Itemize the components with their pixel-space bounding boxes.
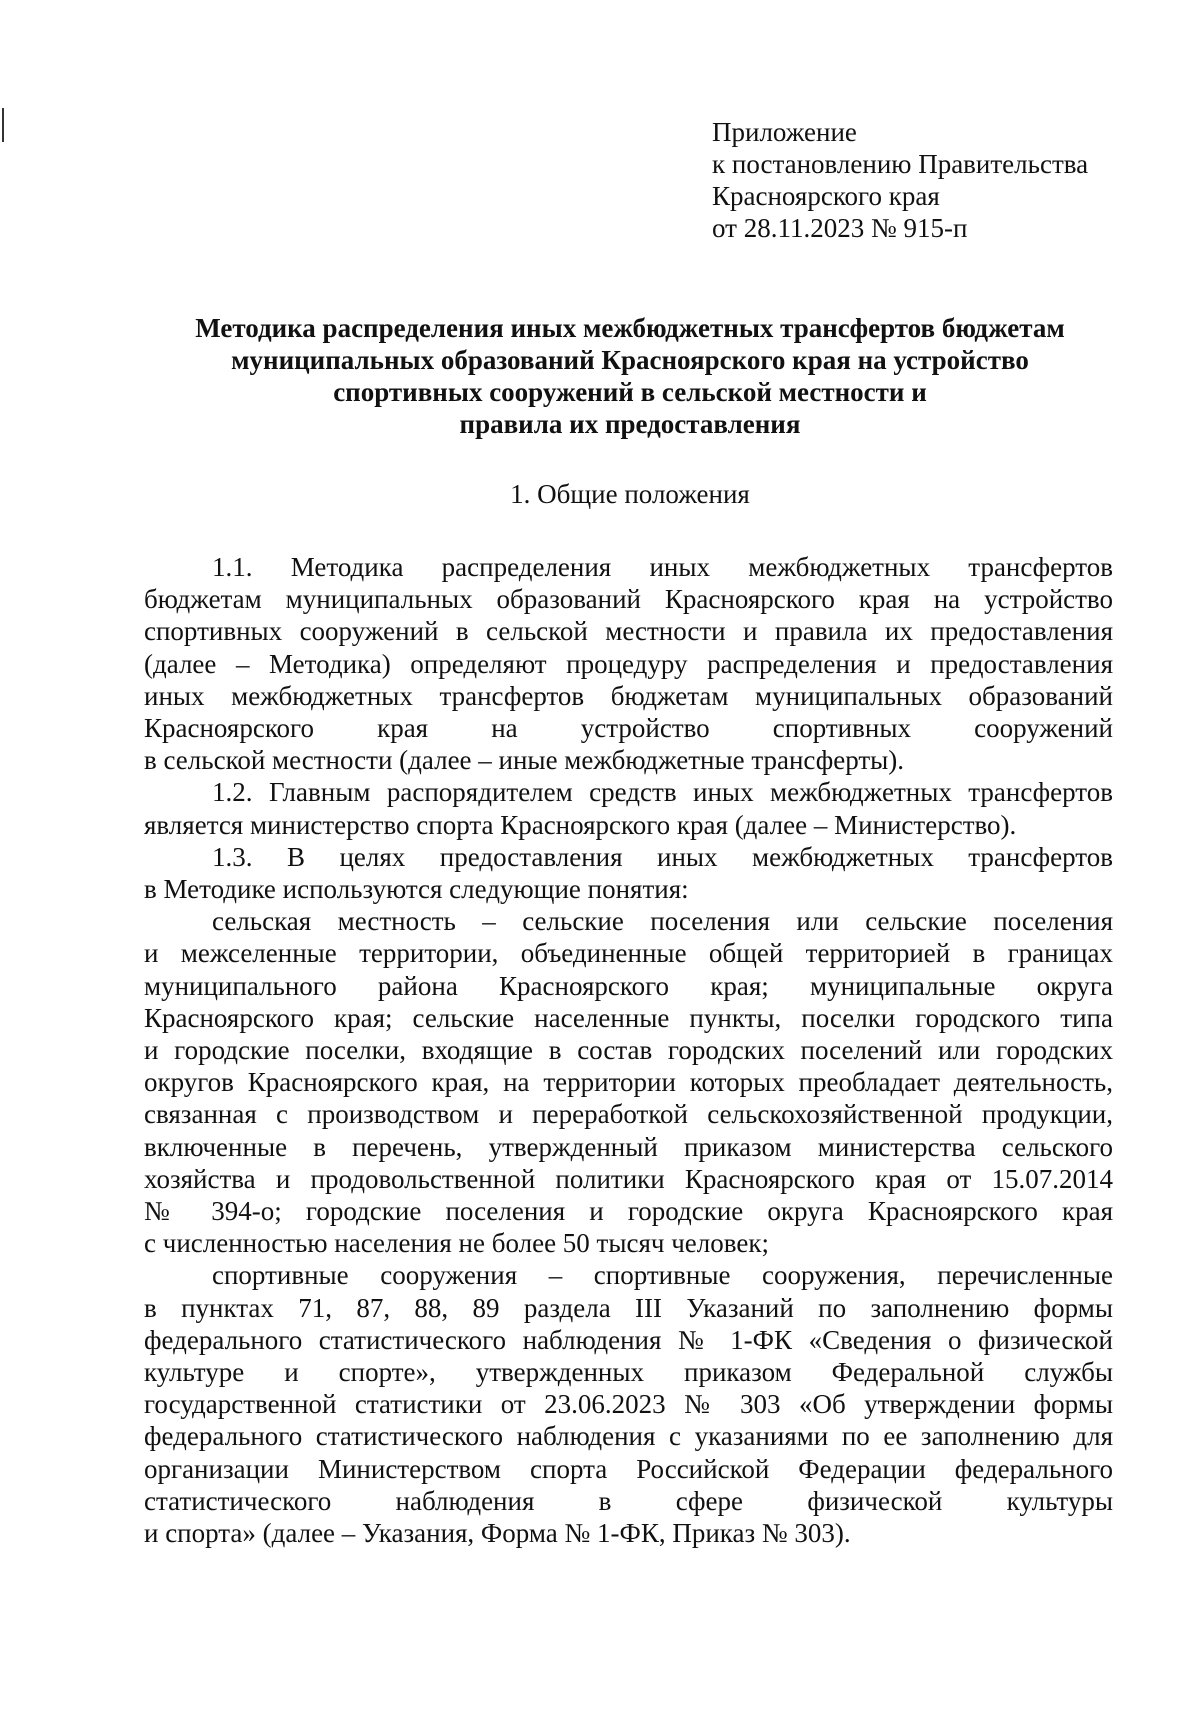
paragraph-1-3 bbox=[144, 841, 1113, 905]
text-line: округов Красноярского края, на территории которых преобладает деятельность, bbox=[144, 1067, 1113, 1098]
section-heading: 1. Общие положения bbox=[510, 479, 750, 509]
text-line: в пунктах 71, 87, 88, 89 раздела III Указаний по заполнению формы bbox=[144, 1292, 1113, 1323]
text-line: иных межбюджетных трансфертов бюджетам муниципальных образований bbox=[144, 680, 1113, 711]
paragraph-1-2 bbox=[144, 776, 1113, 840]
title-line: Методика распределения иных межбюджетных трансфертов бюджетам bbox=[195, 313, 1065, 343]
text-line: с численностью населения не более 50 тысяч человек; bbox=[144, 1228, 769, 1259]
text-line: федерального статистического наблюдения № 1-ФК «Сведения о физической bbox=[144, 1324, 1113, 1355]
text-line: и городские поселки, входящие в состав городских поселений или городских bbox=[144, 1035, 1113, 1066]
text-line: в сельской местности (далее – иные межбюджетные трансферты). bbox=[144, 745, 905, 776]
paragraph-sports-facilities-definition bbox=[144, 1259, 1113, 1549]
text-line: организации Министерством спорта Российской Федерации федерального bbox=[144, 1453, 1113, 1484]
title-line: спортивных сооружений в сельской местности и bbox=[333, 377, 927, 407]
text-line: муниципального района Красноярского края; муниципальные округа bbox=[144, 970, 1113, 1001]
title-line: правила их предоставления bbox=[459, 409, 801, 439]
paragraph-rural-definition bbox=[144, 905, 1113, 1259]
text-line: 1.2. Главным распорядителем средств иных межбюджетных трансфертов bbox=[212, 777, 1113, 808]
text-line: Красноярского края; сельские населенные пункты, поселки городского типа bbox=[144, 1002, 1113, 1033]
text-line: № 394-о; городские поселения и городские округа Красноярского края bbox=[144, 1196, 1113, 1227]
text-line: хозяйства и продовольственной политики Красноярского края от 15.07.2014 bbox=[144, 1163, 1113, 1194]
body-text bbox=[144, 551, 1113, 1549]
text-line: спортивных сооружений в сельской местности и правила их предоставления bbox=[144, 616, 1113, 647]
text-line: сельская местность – сельские поселения или сельские поселения bbox=[212, 906, 1113, 937]
appendix-header bbox=[712, 116, 1088, 244]
text-line: в Методике используются следующие понятия: bbox=[144, 874, 689, 905]
appendix-line: Приложение bbox=[712, 117, 857, 147]
appendix-line: Красноярского края bbox=[712, 181, 940, 211]
text-line: включенные в перечень, утвержденный приказом министерства сельского bbox=[144, 1131, 1113, 1162]
text-line: Красноярского края на устройство спортивных сооружений bbox=[144, 713, 1113, 744]
text-line: (далее – Методика) определяют процедуру распределения и предоставления bbox=[144, 648, 1113, 679]
text-line: культуре и спорте», утвержденных приказом Федеральной службы bbox=[144, 1357, 1113, 1388]
text-line: федерального статистического наблюдения с указаниями по ее заполнению для bbox=[144, 1421, 1113, 1452]
text-line: статистического наблюдения в сфере физической культуры bbox=[144, 1485, 1113, 1516]
text-line: спортивные сооружения – спортивные сооружения, перечисленные bbox=[212, 1260, 1113, 1291]
appendix-line: от 28.11.2023 № 915-п bbox=[712, 213, 968, 243]
text-line: является министерство спорта Красноярского края (далее – Министерство). bbox=[144, 809, 1017, 840]
text-line: и спорта» (далее – Указания, Форма № 1-ФК, Приказ № 303). bbox=[144, 1518, 851, 1549]
text-line: государственной статистики от 23.06.2023 № 303 «Об утверждении формы bbox=[144, 1389, 1113, 1420]
text-line: и межселенные территории, объединенные общей территорией в границах bbox=[144, 938, 1113, 969]
text-line: бюджетам муниципальных образований Красноярского края на устройство bbox=[144, 584, 1113, 615]
margin-scan-mark bbox=[2, 108, 4, 142]
text-line: 1.1. Методика распределения иных межбюджетных трансфертов bbox=[212, 552, 1113, 582]
appendix-line: к постановлению Правительства bbox=[712, 149, 1089, 179]
document-title bbox=[140, 312, 1120, 440]
text-line: связанная с производством и переработкой сельскохозяйственной продукции, bbox=[144, 1099, 1113, 1130]
text-line: 1.3. В целях предоставления иных межбюджетных трансфертов bbox=[212, 841, 1113, 872]
title-line: муниципальных образований Красноярского края на устройство bbox=[231, 345, 1029, 375]
paragraph-1-1 bbox=[144, 551, 1113, 776]
